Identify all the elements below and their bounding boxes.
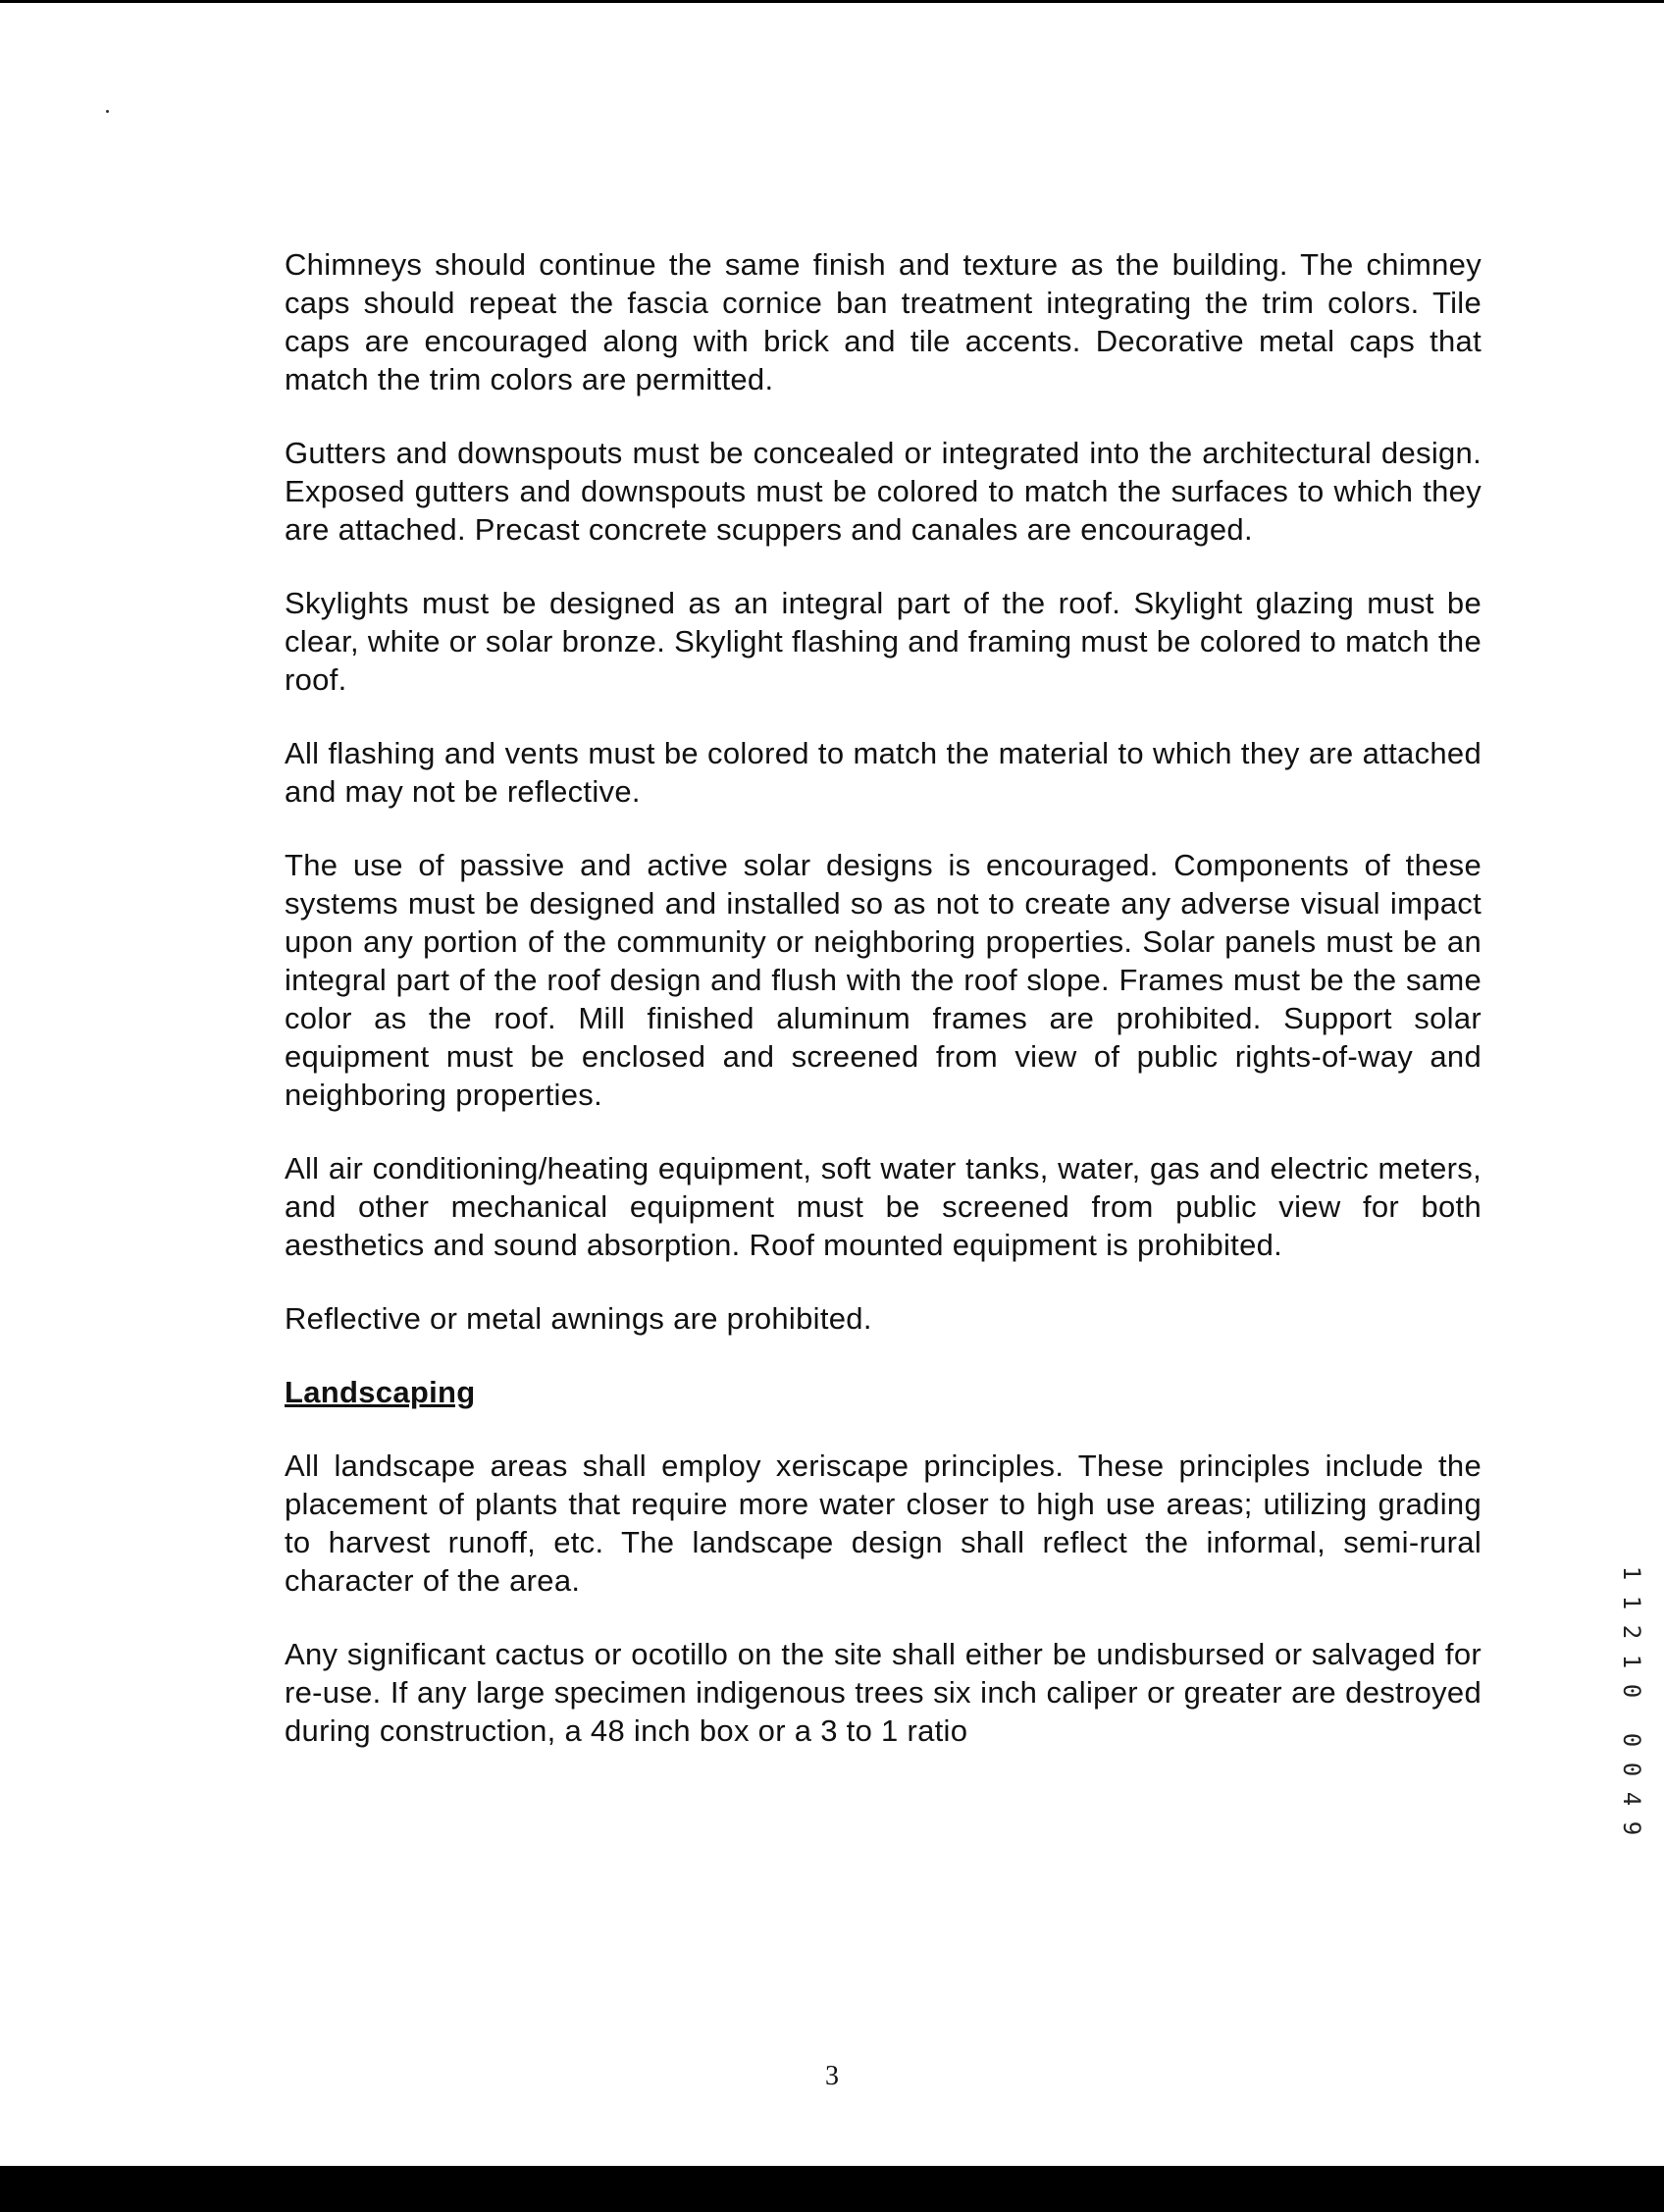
bates-digit: 1 bbox=[1618, 1565, 1645, 1581]
paragraph-solar: The use of passive and active solar designs is encouraged. Components of these systems must be designed and installed so as not to create any adverse visual impact upon any portion of the community or neighboring properties. Solar panels must be an integral part of the roof design and flush with the roof slope. Frames must be the same color as the roof. Mill finished aluminum frames are prohibited. Support solar equipment must be enclosed and screened from view of public rights-of-way and neighboring properties. bbox=[285, 848, 1482, 1112]
bates-digit: 0 bbox=[1618, 1762, 1645, 1777]
section-heading-landscaping: Landscaping bbox=[285, 1375, 476, 1409]
page-number: 3 bbox=[825, 2061, 839, 2091]
paragraph-mechanical: All air conditioning/heating equipment, soft water tanks, water, gas and electric meters, and other mechanical equipment must be screened from public view for both aesthetics and sound absorption. Roof mounted equipment is prohibited. bbox=[285, 1151, 1482, 1262]
paragraph-skylights: Skylights must be designed as an integral part of the roof. Skylight glazing must be clear, white or solar bronze. Skylight flashing and framing must be colored to match the roof. bbox=[285, 586, 1482, 697]
document-body bbox=[285, 245, 1482, 1750]
bates-digit: 9 bbox=[1618, 1820, 1645, 1836]
paragraph-cactus: Any significant cactus or ocotillo on the site shall either be undisbursed or salvaged for re-use. If any large specimen indigenous trees six inch caliper or greater are destroyed during construction, a 48 inch box or a 3 to 1 ratio bbox=[285, 1637, 1482, 1748]
paragraph-gutters: Gutters and downspouts must be concealed or integrated into the architectural design. Exposed gutters and downspouts must be colored to match the surfaces to which they are attached. Precast concrete scuppers and canales are encouraged. bbox=[285, 436, 1482, 547]
bates-digit: 1 bbox=[1618, 1654, 1645, 1669]
paragraph-awnings: Reflective or metal awnings are prohibited. bbox=[285, 1301, 872, 1336]
scan-bottom-border bbox=[0, 2166, 1664, 2212]
scan-speck bbox=[106, 110, 109, 113]
bates-digit: 1 bbox=[1618, 1595, 1645, 1610]
paragraph-chimneys: Chimneys should continue the same finish and texture as the building. The chimney caps should repeat the fascia cornice ban treatment integrating the trim colors. Tile caps are encouraged along with brick and tile accents. Decorative metal caps that match the trim colors are permitted. bbox=[285, 247, 1482, 396]
bates-digit: 0 bbox=[1618, 1732, 1645, 1748]
scan-top-border bbox=[0, 0, 1664, 3]
paragraph-flashing: All flashing and vents must be colored to match the material to which they are attached and may not be reflective. bbox=[285, 736, 1482, 809]
bates-digit: 0 bbox=[1618, 1683, 1645, 1699]
bates-digit: 4 bbox=[1618, 1791, 1645, 1807]
bates-digit: 2 bbox=[1618, 1624, 1645, 1640]
bates-stamp bbox=[1617, 1558, 1646, 1843]
paragraph-xeriscape: All landscape areas shall employ xeriscape principles. These principles include the placement of plants that require more water closer to high use areas; utilizing grading to harvest runoff, etc. The landscape design shall reflect the informal, semi-rural character of the area. bbox=[285, 1448, 1482, 1598]
